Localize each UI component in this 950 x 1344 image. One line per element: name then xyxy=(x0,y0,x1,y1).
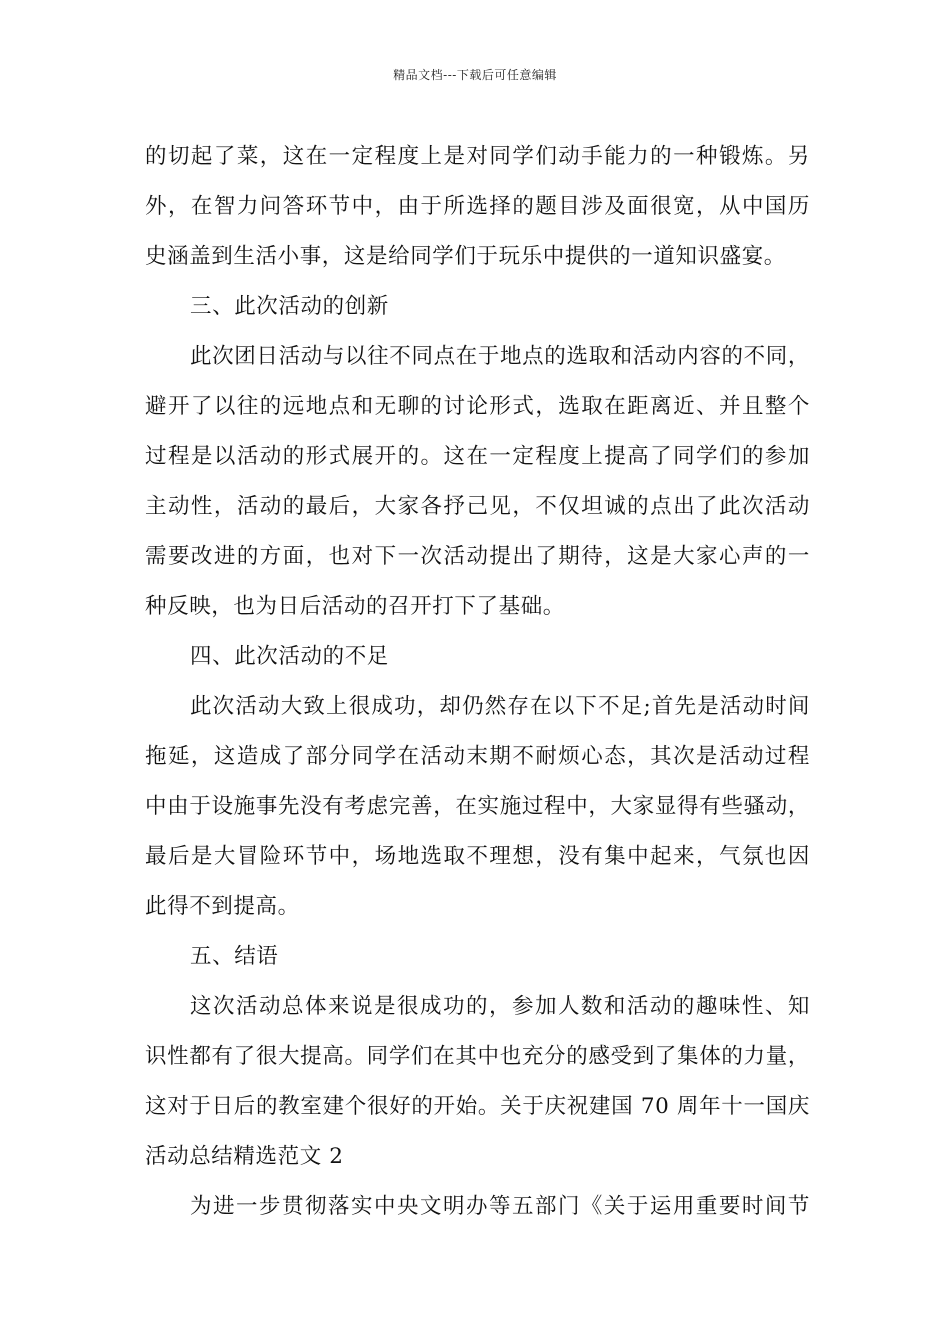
section-heading-innovation: 三、此次活动的创新 xyxy=(190,294,389,319)
text-line: 中由于设施事先没有考虑完善，在实施过程中，大家显得有些骚动， xyxy=(145,794,810,819)
section-heading-conclusion: 五、结语 xyxy=(190,944,279,969)
paragraph-innovation xyxy=(145,332,810,632)
paragraph-conclusion xyxy=(145,982,810,1182)
paragraph-next xyxy=(145,1182,810,1232)
text-line: 为进一步贯彻落实中央文明办等五部门《关于运用重要时间节 xyxy=(190,1194,810,1219)
text-line: 识性都有了很大提高。同学们在其中也充分的感受到了集体的力量， xyxy=(145,1044,810,1069)
page-header: 精品文档---下载后可任意编辑 xyxy=(393,68,557,82)
text-line: 需要改进的方面，也对下一次活动提出了期待，这是大家心声的一 xyxy=(145,544,810,569)
text-line: 此次团日活动与以往不同点在于地点的选取和活动内容的不同， xyxy=(190,344,810,369)
section-heading-shortcomings: 四、此次活动的不足 xyxy=(190,644,389,669)
text-line: 史涵盖到生活小事，这是给同学们于玩乐中提供的一道知识盛宴。 xyxy=(145,244,786,269)
text-line: 拖延，这造成了部分同学在活动末期不耐烦心态，其次是活动过程 xyxy=(145,744,810,769)
text-line: 外，在智力问答环节中，由于所选择的题目涉及面很宽，从中国历 xyxy=(145,194,810,219)
document-body xyxy=(145,132,810,1232)
text-line: 此得不到提高。 xyxy=(145,894,300,919)
text-line: 此次活动大致上很成功，却仍然存在以下不足;首先是活动时间 xyxy=(190,694,810,719)
paragraph-shortcomings xyxy=(145,682,810,932)
text-line: 避开了以往的远地点和无聊的讨论形式，选取在距离近、并且整个 xyxy=(145,394,810,419)
text-line: 活动总结精选范文 2 xyxy=(145,1144,344,1169)
paragraph-continuation xyxy=(145,132,810,282)
text-line: 种反映，也为日后活动的召开打下了基础。 xyxy=(145,594,565,619)
text-line: 这次活动总体来说是很成功的，参加人数和活动的趣味性、知 xyxy=(190,994,810,1019)
text-line: 过程是以活动的形式展开的。这在一定程度上提高了同学们的参加 xyxy=(145,444,810,469)
text-line: 这对于日后的教室建个很好的开始。关于庆祝建国 70 周年十一国庆 xyxy=(145,1094,810,1119)
text-line: 最后是大冒险环节中，场地选取不理想，没有集中起来，气氛也因 xyxy=(145,844,810,869)
text-line: 主动性，活动的最后，大家各抒己见，不仅坦诚的点出了此次活动 xyxy=(145,494,810,519)
text-line: 的切起了菜，这在一定程度上是对同学们动手能力的一种锻炼。另 xyxy=(145,144,810,169)
